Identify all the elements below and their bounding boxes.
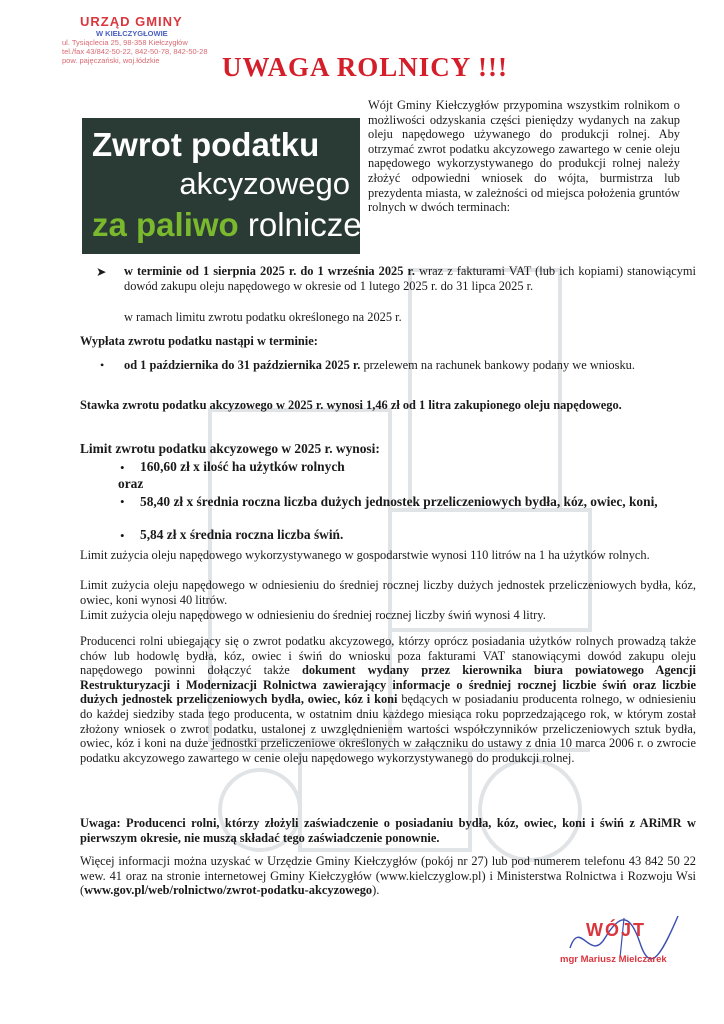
limit-note: w ramach limitu zwrotu podatku określonego na 2025 r. bbox=[124, 310, 402, 324]
limit-heading: Limit zwrotu podatku akcyzowego w 2025 r. wynosi: bbox=[80, 441, 380, 456]
stamp-line-5: pow. pajęczański, woj.łódzkie bbox=[62, 56, 160, 65]
rate-paragraph: Stawka zwrotu podatku akcyzowego w 2025 r. wynosi 1,46 zł od 1 litra zakupionego oleju napędowego. bbox=[80, 398, 622, 412]
signature-stamp bbox=[560, 908, 690, 978]
info-text-b: ). bbox=[372, 883, 380, 898]
signature-name: mgr Mariusz Mielczarek bbox=[560, 954, 667, 965]
payout-heading: Wypłata zwrotu podatku nastąpi w terminie: bbox=[80, 334, 318, 348]
signature-title: WÓJT bbox=[586, 920, 646, 940]
stamp-line-3: ul. Tysiąclecia 25, 98-358 Kiełczygłów bbox=[62, 38, 188, 47]
payout-paragraph bbox=[124, 358, 696, 373]
arrow-bullet-icon: ➤ bbox=[96, 265, 107, 279]
stamp-line-1: URZĄD GMINY bbox=[80, 14, 183, 29]
limit-item-2: 58,40 zł x średnia roczna liczba dużych jednostek przeliczeniowych bydła, kóz, owiec, koni, bbox=[140, 494, 658, 509]
bullet-dot-icon: • bbox=[100, 358, 105, 372]
info-text-a: Więcej informacji można uzyskać w Urzędzie Gminy Kiełczygłów (pokój nr 27) lub pod numerem telefonu 43 842 50 22 wew. 41 oraz na stronie internetowej Gminy Kiełczygłów (www.kielczyglow.pl) i Ministerstwa Rolnictwa i Rozwoju Wsi ( bbox=[80, 854, 696, 898]
bullet-dot-icon: • bbox=[120, 494, 125, 509]
banner-line-3-light: rolnicze bbox=[238, 206, 362, 243]
producers-paragraph bbox=[80, 634, 696, 765]
stamp-line-4: tel./fax 43/842-50-22, 842-50-78, 842-50-28 bbox=[62, 47, 208, 56]
page-title: UWAGA ROLNICY !!! bbox=[222, 52, 508, 82]
banner-line-1: Zwrot podatku bbox=[92, 126, 320, 163]
producers-text-a: Producenci rolni ubiegający się o zwrot podatku akcyzowego, którzy oprócz posiadania użytków rolnych prowadzą także chów lub hodowlę bydła, kóz, owiec i świń do wniosku poza fakturami VAT stanowiącymi dowód zakupu oleju napędowego powinni dołączyć także bbox=[80, 634, 696, 678]
usage-paragraph-3: Limit zużycia oleju napędowego w odniesieniu do średniej rocznej liczby świń wynosi 4 litry. bbox=[80, 608, 546, 622]
note-paragraph: Uwaga: Producenci rolni, którzy złożyli zaświadczenie o posiadaniu bydła, kóz, owiec, koni i świń z ARiMR w pierwszym okresie, nie muszą składać tego zaświadczenie ponownie. bbox=[80, 816, 696, 845]
bullet-dot-icon: • bbox=[120, 528, 125, 543]
bullet-dot-icon: • bbox=[120, 460, 125, 475]
info-paragraph bbox=[80, 854, 696, 898]
limit-or: oraz bbox=[118, 476, 144, 491]
payout-rest: przelewem na rachunek bankowy podany we wniosku. bbox=[360, 358, 635, 372]
limit-item-1: 160,60 zł x ilość ha użytków rolnych bbox=[140, 459, 345, 474]
producers-text-bold: dokument wydany przez kierownika biura powiatowego Agencji Restrukturyzacji i Modernizacji Rolnictwa zawierający informacje o średniej rocznej liczbie świń oraz liczbie dużych jednostek przeliczeniowych bydła, owiec, kóz i koni bbox=[80, 663, 696, 707]
ministry-link[interactable]: www.gov.pl/web/rolnictwo/zwrot-podatku-akcyzowego bbox=[84, 883, 373, 898]
term-bold: w terminie od 1 sierpnia 2025 r. do 1 września 2025 r. bbox=[124, 264, 415, 278]
limit-item-3: 5,84 zł x średnia roczna liczba świń. bbox=[140, 527, 344, 542]
banner-line-2: akcyzowego bbox=[179, 166, 350, 201]
office-stamp bbox=[56, 14, 226, 65]
producers-text-c: będących w posiadaniu producenta rolnego, w odniesieniu do każdej siedziby stada tego producenta, w ostatnim dniu każdego miesiąca roku poprzedzającego rok, w którym został złożony wniosek o zwrot podatku, ustalonej z uwzględnieniem wartości współczynników przeliczeniowych sztuk bydła, owiec, kóz i koni na duże jednostki przeliczeniowe określonych w załączniku do ustawy z dnia 10 marca 2006 r. o zwrocie podatku akcyzowego zawartego w cenie oleju napędowego wykorzystywanego do produkcji rolnej. bbox=[80, 692, 696, 765]
stamp-line-2: W KIEŁCZYGŁOWIE bbox=[96, 29, 168, 38]
usage-paragraph-1: Limit zużycia oleju napędowego wykorzystywanego w gospodarstwie wynosi 110 litrów na 1 ha użytków rolnych. bbox=[80, 548, 650, 562]
banner-line-3-bold: za paliwo bbox=[92, 206, 239, 243]
intro-paragraph: Wójt Gminy Kiełczygłów przypomina wszystkim rolnikom o możliwości odzyskania części pieniędzy wydanych na zakup oleju napędowego używanego do produkcji rolnej. Aby otrzymać zwrot podatku akcyzowego zawartego w cenie oleju napędowego wykorzystywanego do produkcji rolnej należy złożyć odpowiedni wniosek do wójta, burmistrza lub prezydenta miasta, w zależności od miejsca położenia gruntów rolnych w dwóch terminach: bbox=[368, 98, 680, 215]
banner-image bbox=[82, 118, 360, 254]
banner-line-3 bbox=[92, 206, 362, 244]
term-paragraph bbox=[124, 264, 696, 293]
term-rest: wraz z fakturami VAT (lub ich kopiami) stanowiącymi dowód zakupu oleju napędowego w okresie od 1 lutego 2025 r. do 31 lipca 2025 r. bbox=[124, 264, 696, 293]
usage-paragraph-2: Limit zużycia oleju napędowego w odniesieniu do średniej rocznej liczby dużych jednostek przeliczeniowych bydła, kóz, owiec, koni wynosi 40 litrów. bbox=[80, 578, 696, 607]
payout-bold: od 1 października do 31 października 2025 r. bbox=[124, 358, 361, 372]
